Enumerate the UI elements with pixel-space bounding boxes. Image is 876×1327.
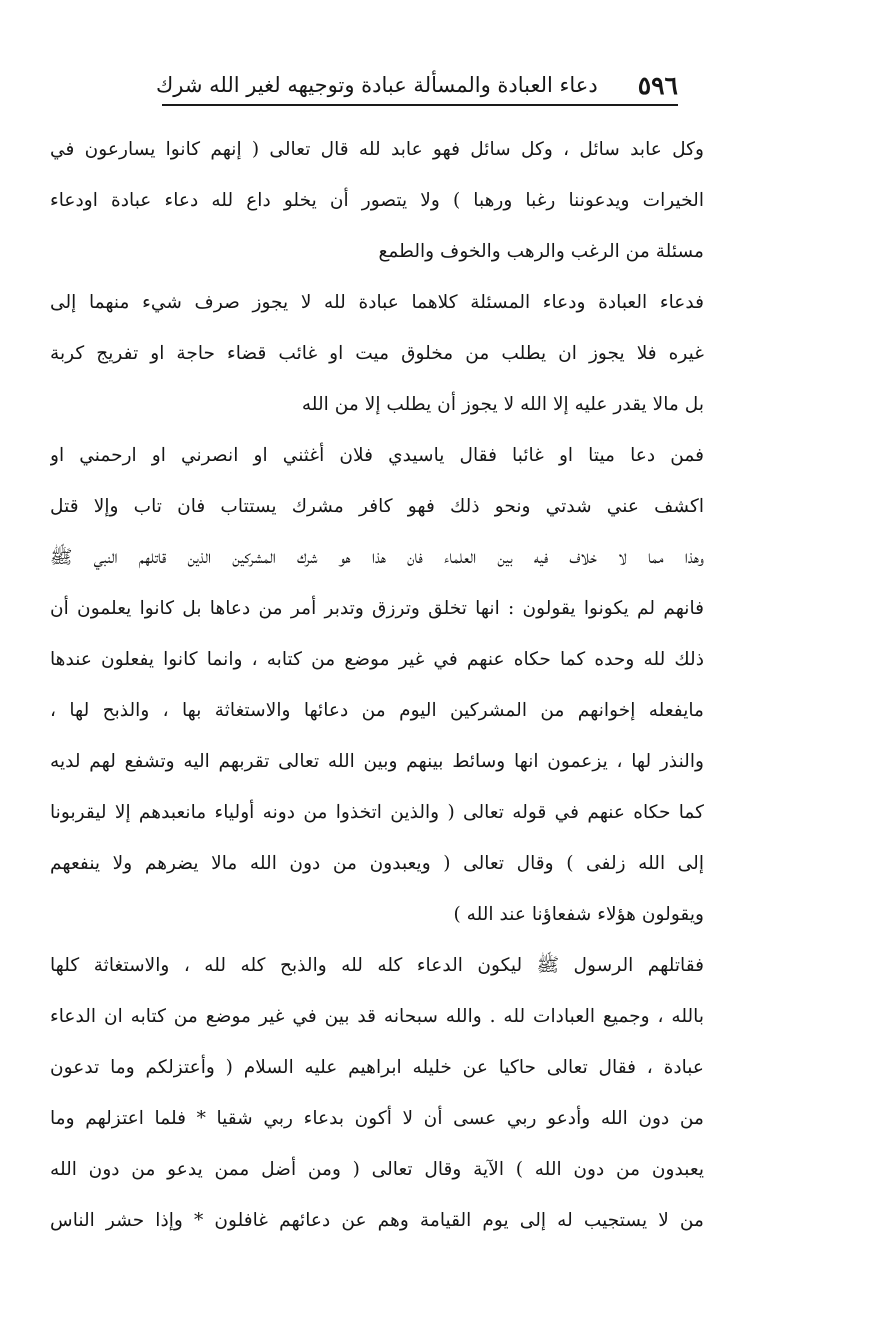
text-line: والنذر لها ، يزعمون انها وسائط بينهم وبين الله تعالى تقربهم اليه وتشفع لهم لديه — [50, 751, 704, 772]
text-line: مايفعله إخوانهم من المشركين اليوم من دعائها والاستغاثة بها ، والذبح لها ، — [50, 700, 704, 721]
text-line: فانهم لم يكونوا يقولون : انها تخلق وترزق وتدبر أمر من دعاها بل كانوا يعلمون أن — [50, 598, 704, 619]
paragraph-3 — [50, 430, 704, 940]
text-line: وكل عابد سائل ، وكل سائل فهو عابد لله قال تعالى ( إنهم كانوا يسارعون في — [50, 139, 704, 160]
text-line: ذلك لله وحده كما حكاه عنهم في غير موضع من كتابه ، وانما كانوا يفعلون عندها — [50, 649, 704, 670]
text-line: فمن دعا ميتا او غائبا فقال ياسيدي فلان أغثني او انصرني او ارحمني او — [50, 445, 704, 466]
header-rule — [162, 104, 678, 106]
body-text — [50, 124, 704, 1246]
paragraph-4 — [50, 940, 704, 1246]
text-line: فدعاء العبادة ودعاء المسئلة كلاهما عبادة لله لا يجوز صرف شيء منهما إلى — [50, 292, 704, 313]
text-line: كما حكاه عنهم في قوله تعالى ( والذين اتخذوا من دونه أولياء مانعبدهم إلا ليقربونا — [50, 802, 704, 823]
text-line: إلى الله زلفى ) وقال تعالى ( ويعبدون من دون الله مالا يضرهم ولا ينفعهم — [50, 853, 704, 874]
page-header — [155, 66, 678, 104]
text-line: وهذا مما لا خلاف فيه بين العلماء فان هذا هو شرك المشركين الذين قاتلهم النبي ﷺ — [50, 547, 704, 568]
running-title: دعاء العبادة والمسألة عبادة وتوجيهه لغير الله شرك — [155, 73, 598, 97]
text-line: بل مالا يقدر عليه إلا الله لا يجوز أن يطلب إلا من الله — [301, 394, 704, 415]
text-line: يعبدون من دون الله ) الآية وقال تعالى ( ومن أضل ممن يدعو من دون الله — [50, 1159, 704, 1180]
text-line: فقاتلهم الرسول ﷺ ليكون الدعاء كله لله والذبح كله لله ، والاستغاثة كلها — [50, 955, 704, 976]
text-line: الخيرات ويدعوننا رغبا ورهبا ) ولا يتصور أن يخلو داع لله دعاء عبادة اودعاء — [50, 190, 704, 211]
paragraph-2 — [50, 277, 704, 430]
text-line: بالله ، وجميع العبادات لله . والله سبحانه قد بين في غير موضع من كتابه ان الدعاء — [50, 1006, 704, 1027]
page-number: ٥٩٦ — [637, 70, 678, 100]
text-line: ويقولون هؤلاء شفعاؤنا عند الله ) — [453, 904, 704, 925]
text-line: اكشف عني شدتي ونحو ذلك فهو كافر مشرك يستتاب فان تاب وإلا قتل — [50, 496, 704, 517]
text-line: عبادة ، فقال تعالى حاكيا عن خليله ابراهيم عليه السلام ( وأعتزلكم وما تدعون — [50, 1057, 704, 1078]
text-line: من دون الله وأدعو ربي عسى أن لا أكون بدعاء ربي شقيا * فلما اعتزلهم وما — [50, 1108, 704, 1129]
text-line: من لا يستجيب له إلى يوم القيامة وهم عن دعائهم غافلون * وإذا حشر الناس — [50, 1210, 704, 1231]
text-line: مسئلة من الرغب والرهب والخوف والطمع — [378, 241, 704, 262]
text-line: غيره فلا يجوز ان يطلب من مخلوق ميت او غائب قضاء حاجة او تفريج كربة — [50, 343, 704, 364]
paragraph-1 — [50, 124, 704, 277]
